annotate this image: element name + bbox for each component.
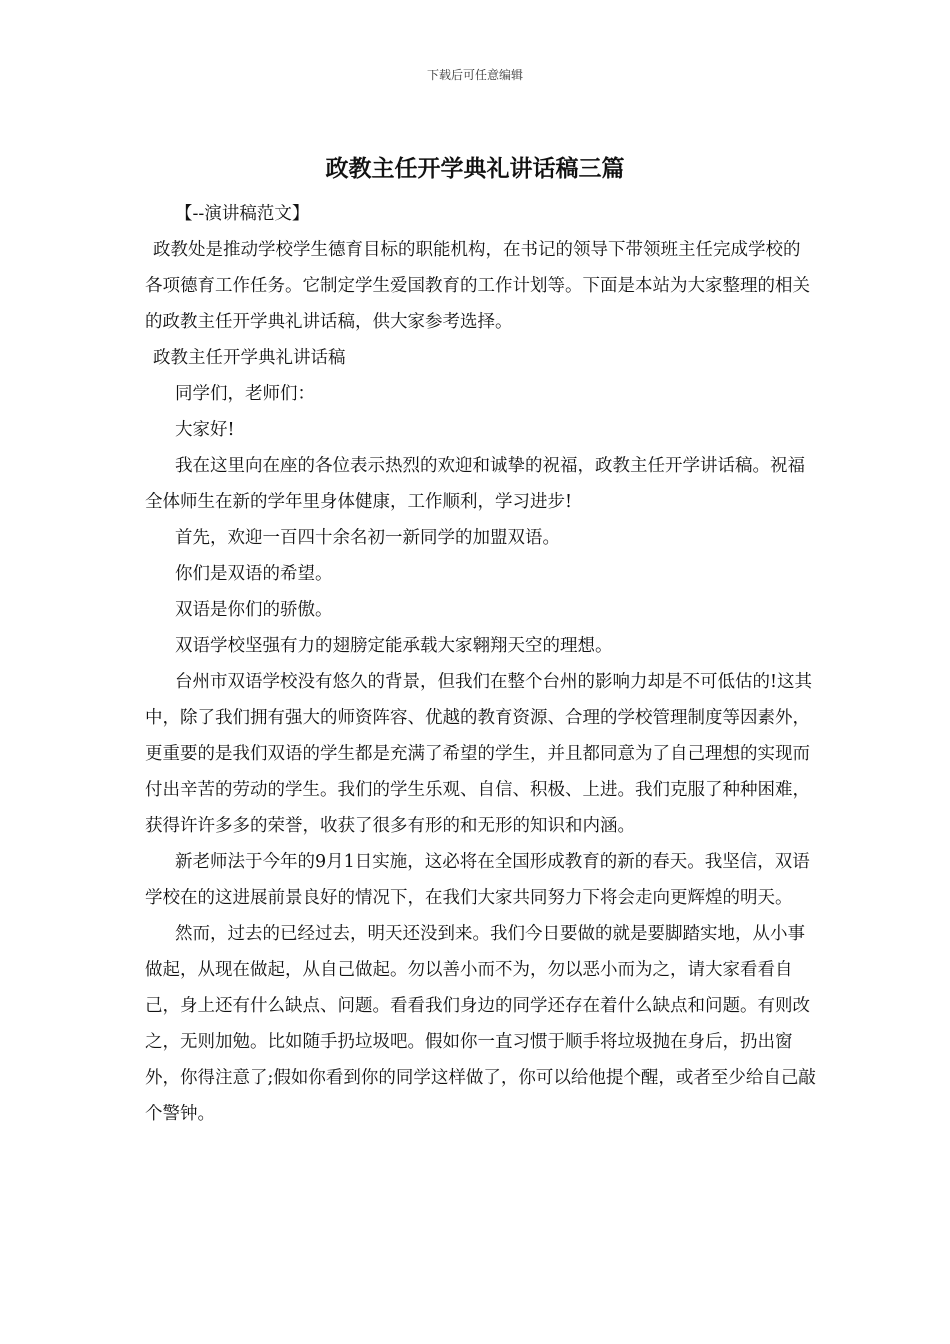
body-paragraph: 然而，过去的已经过去，明天还没到来。我们今日要做的就是要脚踏实地，从小事做起，从现在做起，从自己做起。勿以善小而不为，勿以恶小而为之，请大家看看自己，身上还有什么缺点、问题。看看我们身边的同学还存在着什么缺点和问题。有则改之，无则加勉。比如随手扔垃圾吧。假如你一直习惯于顺手将垃圾抛在身后，扔出窗外，你得注意了;假如你看到你的同学这样做了，你可以给他提个醒，或者至少给自己敲个警钟。 [145,924,816,1124]
body-paragraph: 你们是双语的希望。 [175,564,333,584]
page-header-note: 下载后可任意编辑 [426,68,523,82]
body-paragraph: 双语学校坚强有力的翅膀定能承载大家翱翔天空的理想。 [175,636,613,656]
body-paragraph: 双语是你们的骄傲。 [175,600,333,620]
body-paragraph: 政教处是推动学校学生德育目标的职能机构，在书记的领导下带领班主任完成学校的各项德育工作任务。它制定学生爱国教育的工作计划等。下面是本站为大家整理的相关的政教主任开学典礼讲话稿，供大家参考选择。 [145,240,810,332]
body-paragraph: 政教主任开学典礼讲话稿 [153,348,346,368]
document-title: 政教主任开学典礼讲话稿三篇 [325,155,625,182]
body-paragraph: 首先，欢迎一百四十余名初一新同学的加盟双语。 [175,528,560,548]
body-paragraph: 我在这里向在座的各位表示热烈的欢迎和诚挚的祝福，政教主任开学讲话稿。祝福全体师生在新的学年里身体健康，工作顺利，学习进步! [145,456,805,512]
body-paragraph: 大家好! [175,420,235,440]
document-body [145,196,817,1132]
body-paragraph: 【--演讲稿范文】 [175,204,310,224]
body-paragraph: 新老师法于今年的9月1日实施，这必将在全国形成教育的新的春天。我坚信，双语学校在的这进展前景良好的情况下，在我们大家共同努力下将会走向更辉煌的明天。 [145,852,810,908]
body-paragraph: 台州市双语学校没有悠久的背景，但我们在整个台州的影响力却是不可低估的!这其中，除了我们拥有强大的师资阵容、优越的教育资源、合理的学校管理制度等因素外，更重要的是我们双语的学生都是充满了希望的学生，并且都同意为了自己理想的实现而付出辛苦的劳动的学生。我们的学生乐观、自信、积极、上进。我们克服了种种困难，获得许许多多的荣誉，收获了很多有形的和无形的知识和内涵。 [145,672,813,836]
body-paragraph: 同学们，老师们： [175,384,315,404]
